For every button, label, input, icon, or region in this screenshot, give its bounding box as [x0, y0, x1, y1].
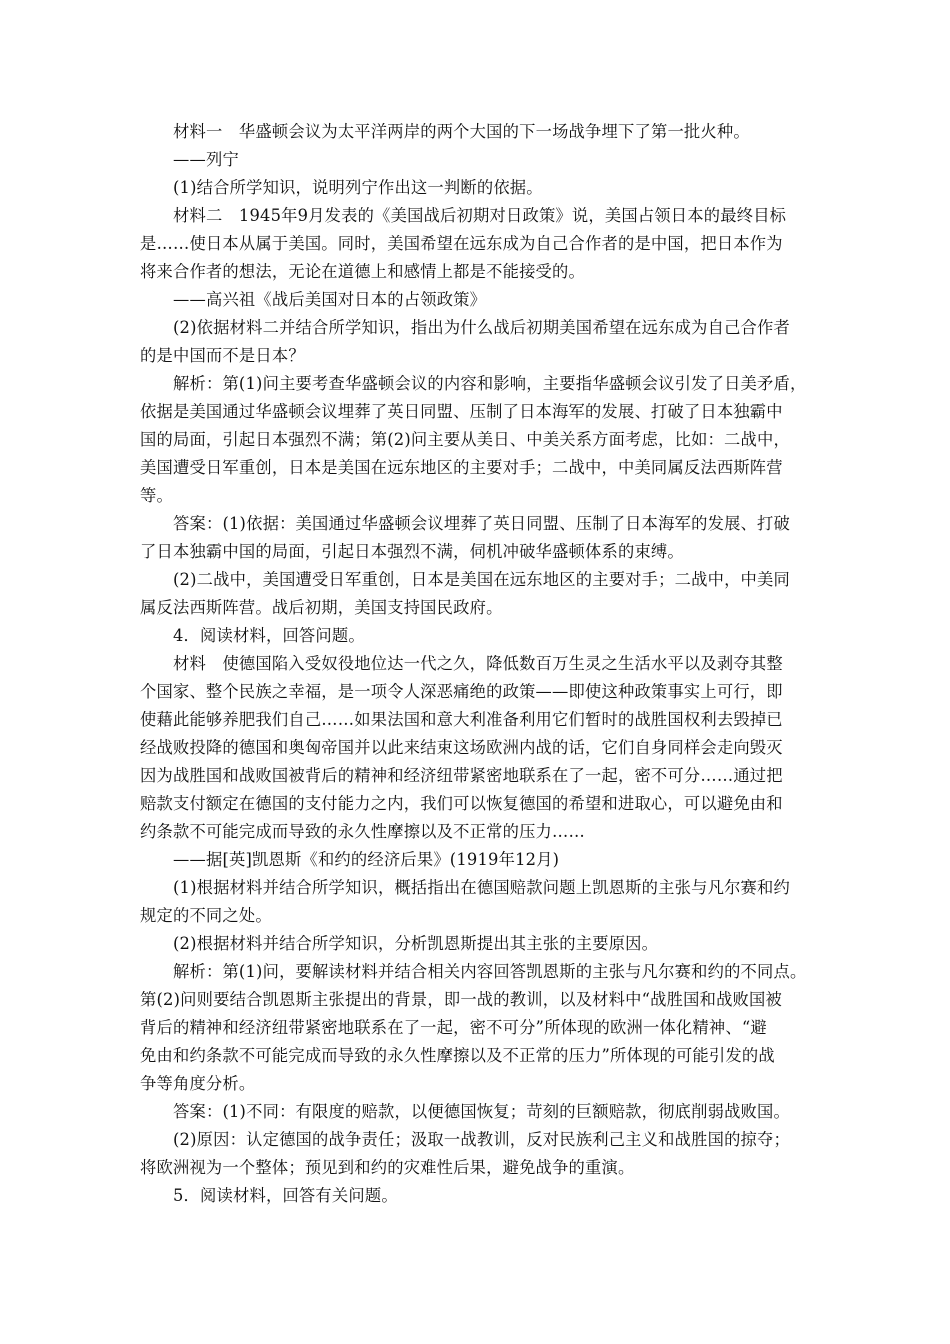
text-line: 规定的不同之处。	[140, 906, 272, 925]
text-line: ——高兴祖《战后美国对日本的占领政策》	[173, 290, 487, 309]
text-line: 解析：第(1)问，要解读材料并结合相关内容回答凯恩斯的主张与凡尔赛和约的不同点。	[173, 962, 807, 981]
text-line: 因为战胜国和战败国被背后的精神和经济纽带紧密地联系在了一起，密不可分……通过把	[140, 766, 783, 785]
text-line: ——据[英]凯恩斯《和约的经济后果》(1919年12月)	[173, 850, 560, 869]
text-line: ——列宁	[173, 150, 239, 169]
text-line: 争等角度分析。	[140, 1074, 256, 1093]
text-line: (1)结合所学知识，说明列宁作出这一判断的依据。	[173, 178, 543, 197]
text-line: 免由和约条款不可能完成而导致的永久性摩擦以及不正常的压力”所体现的可能引发的战	[140, 1046, 775, 1065]
text-line: 的是中国而不是日本？	[140, 346, 305, 365]
text-line: 解析：第(1)问主要考查华盛顿会议的内容和影响，主要指华盛顿会议引发了日美矛盾，	[173, 374, 807, 393]
text-line: 答案：(1)依据：美国通过华盛顿会议埋葬了英日同盟、压制了日本海军的发展、打破	[173, 514, 790, 533]
text-line: 使藉此能够养肥我们自己……如果法国和意大利准备利用它们暂时的战胜国权利去毁掉已	[140, 710, 783, 729]
text-line: 属反法西斯阵营。战后初期，美国支持国民政府。	[140, 598, 503, 617]
text-line: 将欧洲视为一个整体；预见到和约的灾难性后果，避免战争的重演。	[140, 1158, 635, 1177]
text-line: 背后的精神和经济纽带紧密地联系在了一起，密不可分”所体现的欧洲一体化精神、“避	[140, 1018, 767, 1037]
text-line: 材料二 1945年9月发表的《美国战后初期对日政策》说，美国占领日本的最终目标	[173, 206, 787, 225]
text-line: 第(2)问则要结合凯恩斯主张提出的背景，即一战的教训，以及材料中“战胜国和战败国被	[140, 990, 782, 1009]
text-line: 经战败投降的德国和奥匈帝国并以此来结束这场欧洲内战的话，它们自身同样会走向毁灭	[140, 738, 783, 757]
text-line: 是……使日本从属于美国。同时，美国希望在远东成为自己合作者的是中国，把日本作为	[140, 234, 783, 253]
text-line: 约条款不可能完成而导致的永久性摩擦以及不正常的压力……	[140, 822, 585, 841]
text-line: 答案：(1)不同：有限度的赔款，以便德国恢复；苛刻的巨额赔款，彻底削弱战败国。	[173, 1102, 790, 1121]
document-page	[140, 118, 812, 1210]
text-line: 个国家、整个民族之幸福，是一项令人深恶痛绝的政策——即使这种政策事实上可行，即	[140, 682, 783, 701]
text-line: (2)二战中，美国遭受日军重创，日本是美国在远东地区的主要对手；二战中，中美同	[173, 570, 790, 589]
text-line: 依据是美国通过华盛顿会议埋葬了英日同盟、压制了日本海军的发展、打破了日本独霸中	[140, 402, 783, 421]
text-line: 国的局面，引起日本强烈不满；第(2)问主要从美日、中美关系方面考虑，比如：二战中，	[140, 430, 790, 449]
text-line: (2)原因：认定德国的战争责任；汲取一战教训，反对民族利己主义和战胜国的掠夺；	[173, 1130, 790, 1149]
text-line: 美国遭受日军重创，日本是美国在远东地区的主要对手；二战中，中美同属反法西斯阵营	[140, 458, 783, 477]
text-line: 4．阅读材料，回答问题。	[173, 626, 365, 645]
text-line: 赔款支付额定在德国的支付能力之内，我们可以恢复德国的希望和进取心，可以避免由和	[140, 794, 783, 813]
text-line: 将来合作者的想法，无论在道德上和感情上都是不能接受的。	[140, 262, 585, 281]
text-line: (2)根据材料并结合所学知识，分析凯恩斯提出其主张的主要原因。	[173, 934, 659, 953]
text-line: (1)根据材料并结合所学知识，概括指出在德国赔款问题上凯恩斯的主张与凡尔赛和约	[173, 878, 790, 897]
text-line: 材料一 华盛顿会议为太平洋两岸的两个大国的下一场战争埋下了第一批火种。	[173, 122, 750, 141]
text-line: 材料 使德国陷入受奴役地位达一代之久，降低数百万生灵之生活水平以及剥夺其整	[173, 654, 783, 673]
text-line: 5．阅读材料，回答有关问题。	[173, 1186, 398, 1205]
text-line: 等。	[140, 486, 173, 505]
text-line: (2)依据材料二并结合所学知识，指出为什么战后初期美国希望在远东成为自己合作者	[173, 318, 790, 337]
text-line: 了日本独霸中国的局面，引起日本强烈不满，伺机冲破华盛顿体系的束缚。	[140, 542, 684, 561]
